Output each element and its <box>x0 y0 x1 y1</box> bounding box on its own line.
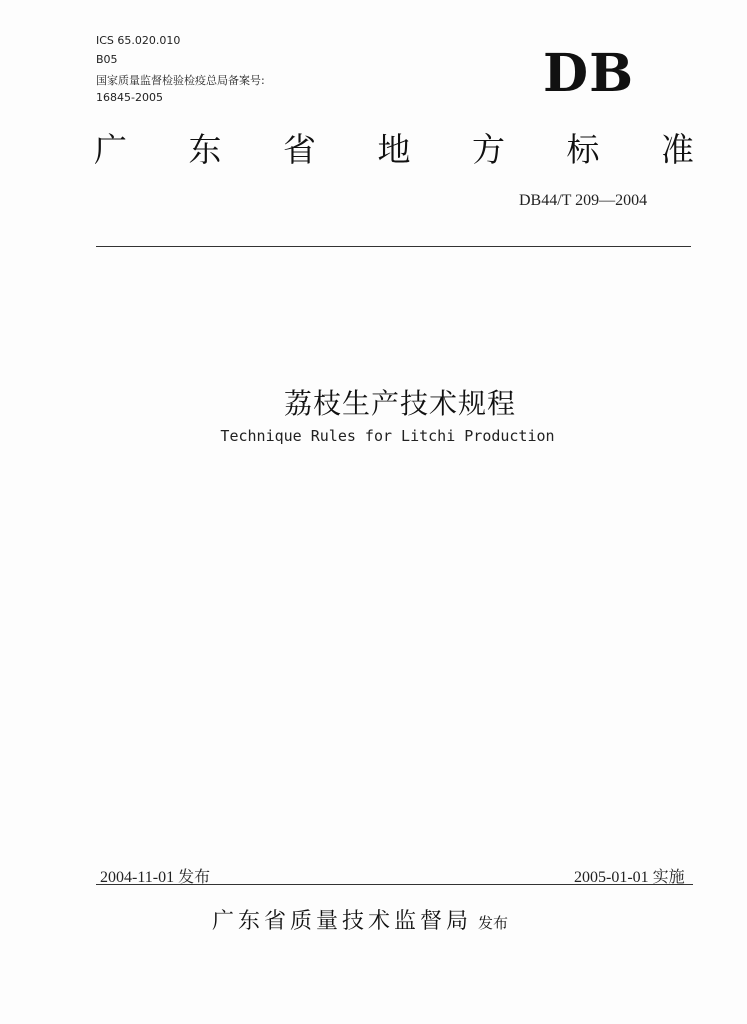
issue-date: 2004-11-01 发布 <box>100 869 211 886</box>
standard-title-char: 省 <box>283 130 316 169</box>
standard-title <box>94 128 694 172</box>
implementation-date: 2005-01-01 实施 <box>574 869 685 886</box>
document-subtitle: Technique Rules for Litchi Production <box>220 427 555 445</box>
footer-divider <box>96 884 693 885</box>
ics-code: ICS 65.020.010 <box>96 34 181 47</box>
classification-code: B05 <box>96 53 118 66</box>
standard-title-char: 地 <box>377 130 411 169</box>
publisher-name: 广东省质量技术监督局 <box>212 909 473 934</box>
standard-title-char: 方 <box>472 130 505 169</box>
standard-title-char: 准 <box>661 130 694 169</box>
standard-title-char: 东 <box>188 130 222 169</box>
publisher-verb: 发布 <box>478 914 509 932</box>
registration-number: 16845-2005 <box>96 91 163 104</box>
registration-label: 国家质量监督检验检疫总局备案号: <box>96 74 265 87</box>
standard-number: DB44/T 209—2004 <box>519 192 648 209</box>
document-title: 荔枝生产技术规程 <box>283 387 516 420</box>
db-logo: DB <box>543 43 635 104</box>
standard-title-char: 广 <box>94 130 127 169</box>
header-divider <box>96 246 691 247</box>
publisher <box>212 904 508 935</box>
standard-title-char: 标 <box>566 130 600 169</box>
